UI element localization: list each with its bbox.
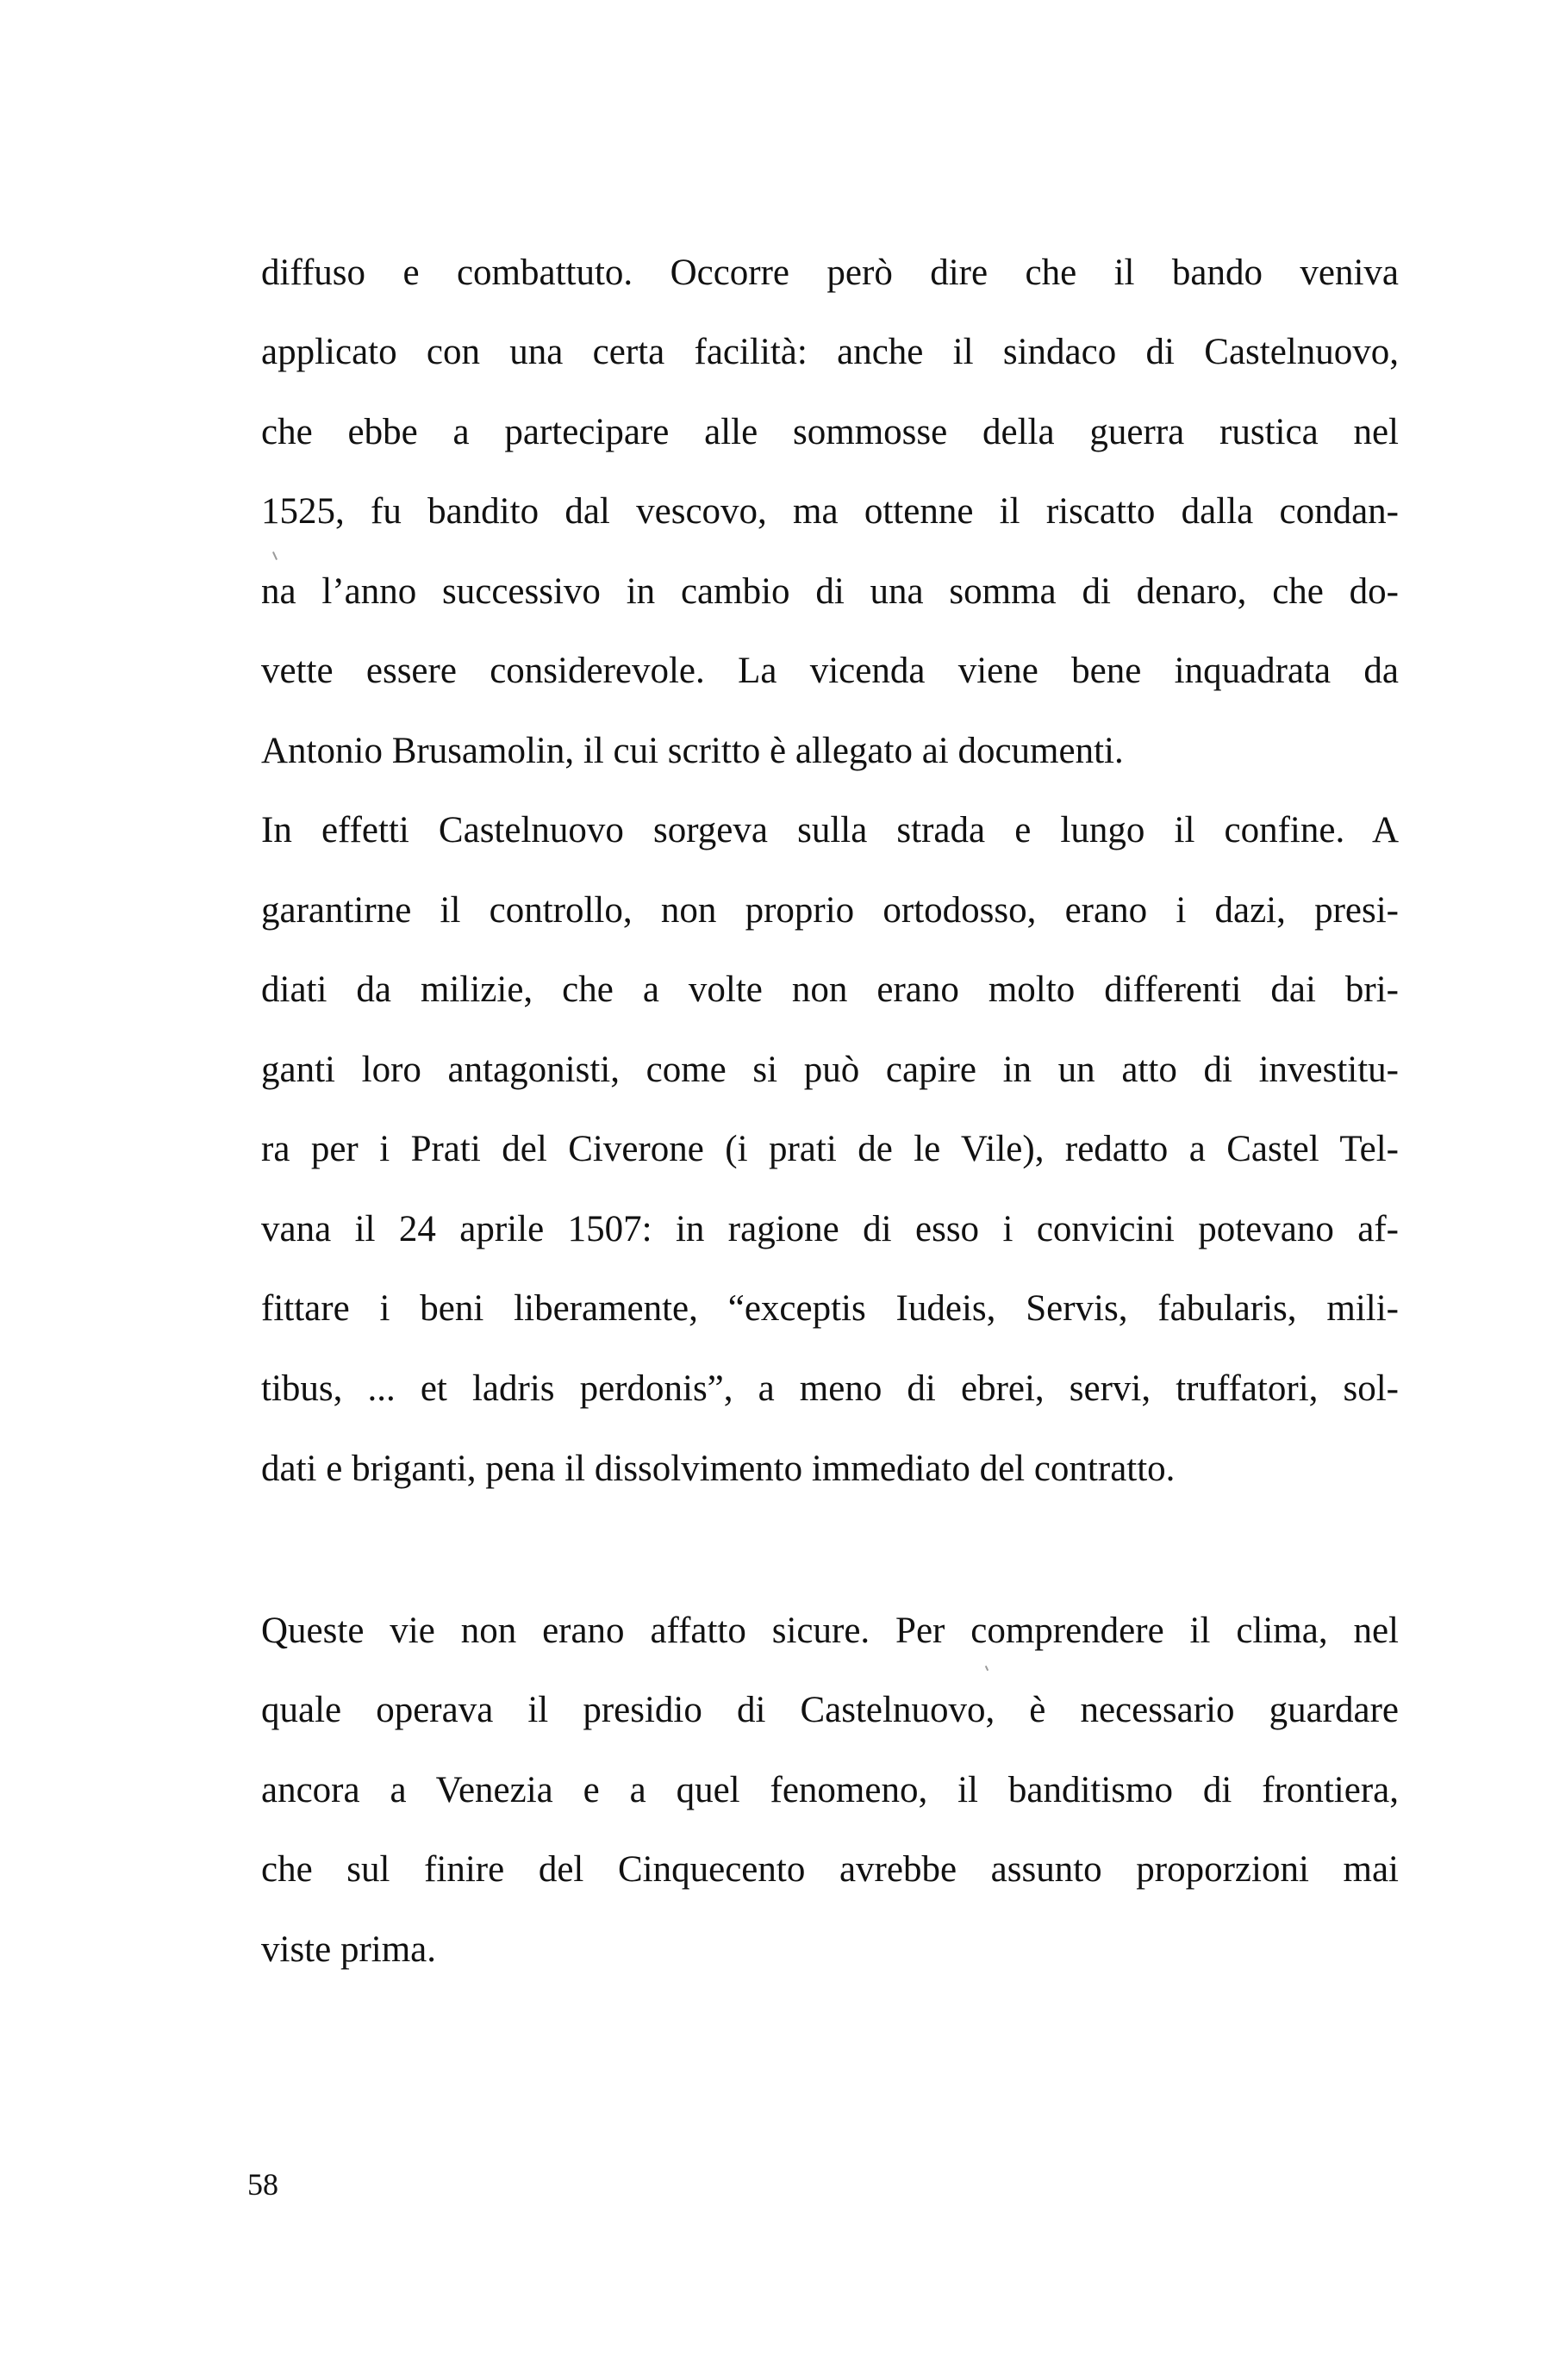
text-line: che sul finire del Cinquecento avrebbe assunto proporzioni mai [261,1849,1399,1890]
text-line: dati e briganti, pena il dissolvimento immediato del contratto. [261,1449,1176,1489]
page-number: 58 [247,2167,278,2202]
scan-speck [272,551,278,560]
text-line: Queste vie non erano affatto sicure. Per comprendere il clima, nel [261,1611,1399,1651]
text-line: quale operava il presidio di Castelnuovo, è necessario guardare [261,1690,1399,1730]
text-line: applicato con una certa facilità: anche il sindaco di Castelnuovo, [261,332,1399,372]
text-line: Antonio Brusamolin, il cui scritto è allegato ai documenti. [261,731,1124,771]
text-line: diffuso e combattuto. Occorre però dire che il bando veniva [261,252,1399,293]
text-line: fittare i beni liberamente, “exceptis Iudeis, Servis, fabularis, mili- [261,1288,1399,1329]
text-line: ganti loro antagonisti, come si può capire in un atto di investitu- [261,1050,1399,1090]
text-line: ra per i Prati del Civerone (i prati de le Vile), redatto a Castel Tel- [261,1129,1399,1169]
text-line: diati da milizie, che a volte non erano molto differenti dai bri- [261,969,1399,1010]
text-line: 1525, fu bandito dal vescovo, ma ottenne il riscatto dalla condan- [261,491,1399,532]
text-line: na l’anno successivo in cambio di una somma di denaro, che do- [261,571,1399,612]
text-line: In effetti Castelnuovo sorgeva sulla strada e lungo il confine. A [261,810,1399,850]
scan-speck [985,1666,989,1671]
text-line: ancora a Venezia e a quel fenomeno, il banditismo di frontiera, [261,1770,1399,1810]
text-line: garantirne il controllo, non proprio ortodosso, erano i dazi, presi- [261,890,1399,931]
text-line: viste prima. [261,1929,437,1970]
text-line: tibus, ... et ladris perdonis”, a meno di ebrei, servi, truffatori, sol- [261,1368,1399,1409]
text-line: che ebbe a partecipare alle sommosse della guerra rustica nel [261,412,1399,452]
text-line: vette essere considerevole. La vicenda viene bene inquadrata da [261,651,1399,691]
text-line: vana il 24 aprile 1507: in ragione di esso i convicini potevano af- [261,1209,1399,1249]
